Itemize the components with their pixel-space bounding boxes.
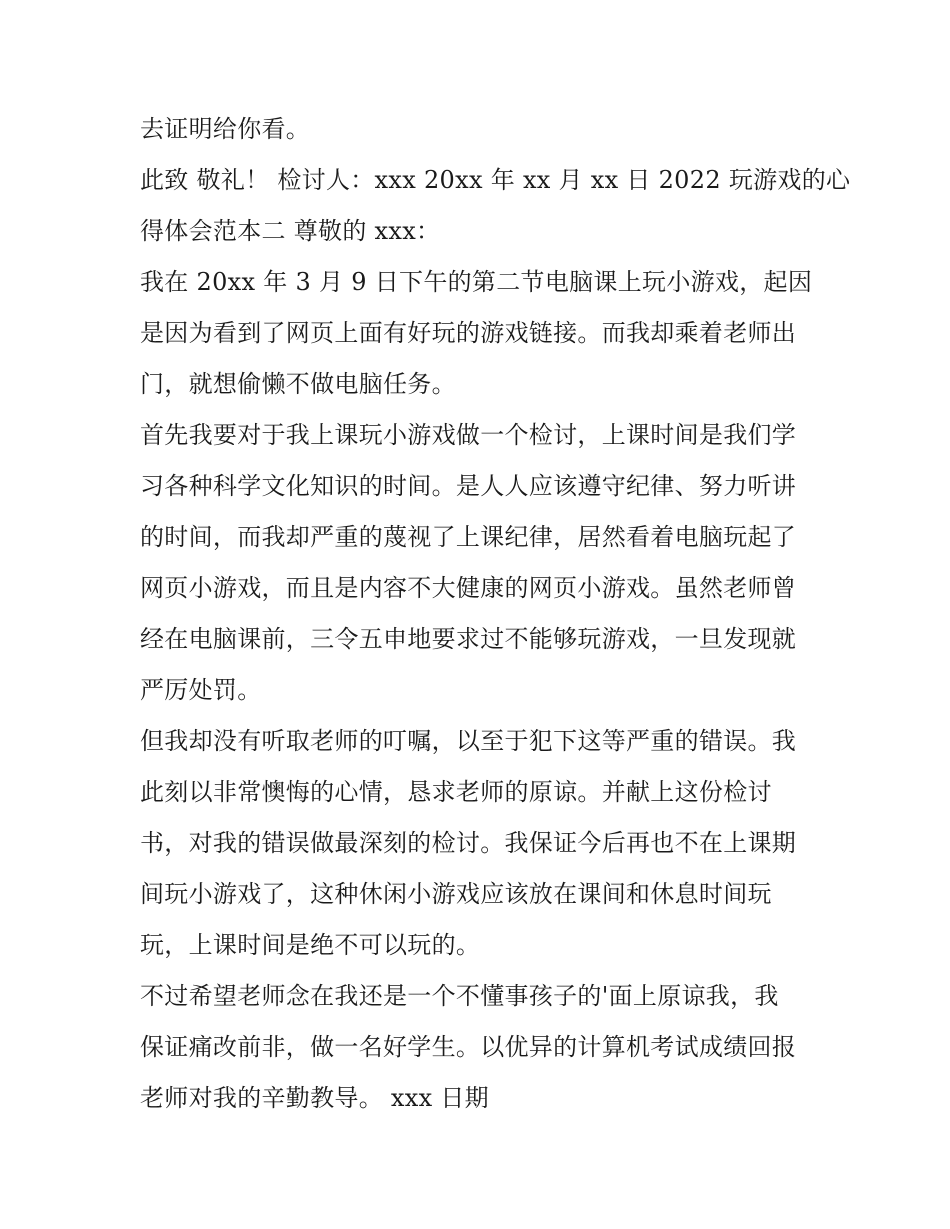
text-line: 门，就想偷懒不做电脑任务。 [140, 370, 456, 398]
text-line: 此刻以非常懊悔的心情，恳求老师的原谅。并献上这份检讨 [140, 778, 772, 806]
text-line: 是因为看到了网页上面有好玩的游戏链接。而我却乘着老师出 [140, 319, 797, 347]
text-line: 间玩小游戏了，这种休闲小游戏应该放在课间和休息时间玩 [140, 880, 772, 908]
text-line: 网页小游戏，而且是内容不大健康的网页小游戏。虽然老师曾 [140, 574, 797, 602]
text-line: 玩，上课时间是绝不可以玩的。 [140, 931, 481, 959]
text-line: 此致 敬礼！ 检讨人：xxx 20xx 年 xx 月 xx 日 2022 玩游戏的心 [140, 166, 851, 194]
text-line: 不过希望老师念在我还是一个不懂事孩子的'面上原谅我，我 [140, 982, 779, 1010]
text-line: 我在 20xx 年 3 月 9 日下午的第二节电脑课上玩小游戏，起因 [140, 268, 813, 296]
text-line: 得体会范本二 尊敬的 xxx： [140, 217, 441, 245]
text-line: 习各种科学文化知识的时间。是人人应该遵守纪律、努力听讲 [140, 472, 797, 500]
text-line: 首先我要对于我上课玩小游戏做一个检讨，上课时间是我们学 [140, 421, 797, 449]
text-line: 书，对我的错误做最深刻的检讨。我保证今后再也不在上课期 [140, 829, 797, 857]
text-line: 但我却没有听取老师的叮嘱，以至于犯下这等严重的错误。我 [140, 727, 797, 755]
text-line: 的时间，而我却严重的蔑视了上课纪律，居然看着电脑玩起了 [140, 523, 797, 551]
text-line: 老师对我的辛勤教导。 xxx 日期 [140, 1084, 489, 1112]
text-line: 去证明给你看。 [140, 115, 311, 143]
text-line: 严厉处罚。 [140, 676, 262, 704]
document-page [140, 104, 851, 1124]
text-line: 经在电脑课前，三令五申地要求过不能够玩游戏，一旦发现就 [140, 625, 797, 653]
text-line: 保证痛改前非，做一名好学生。以优异的计算机考试成绩回报 [140, 1033, 797, 1061]
